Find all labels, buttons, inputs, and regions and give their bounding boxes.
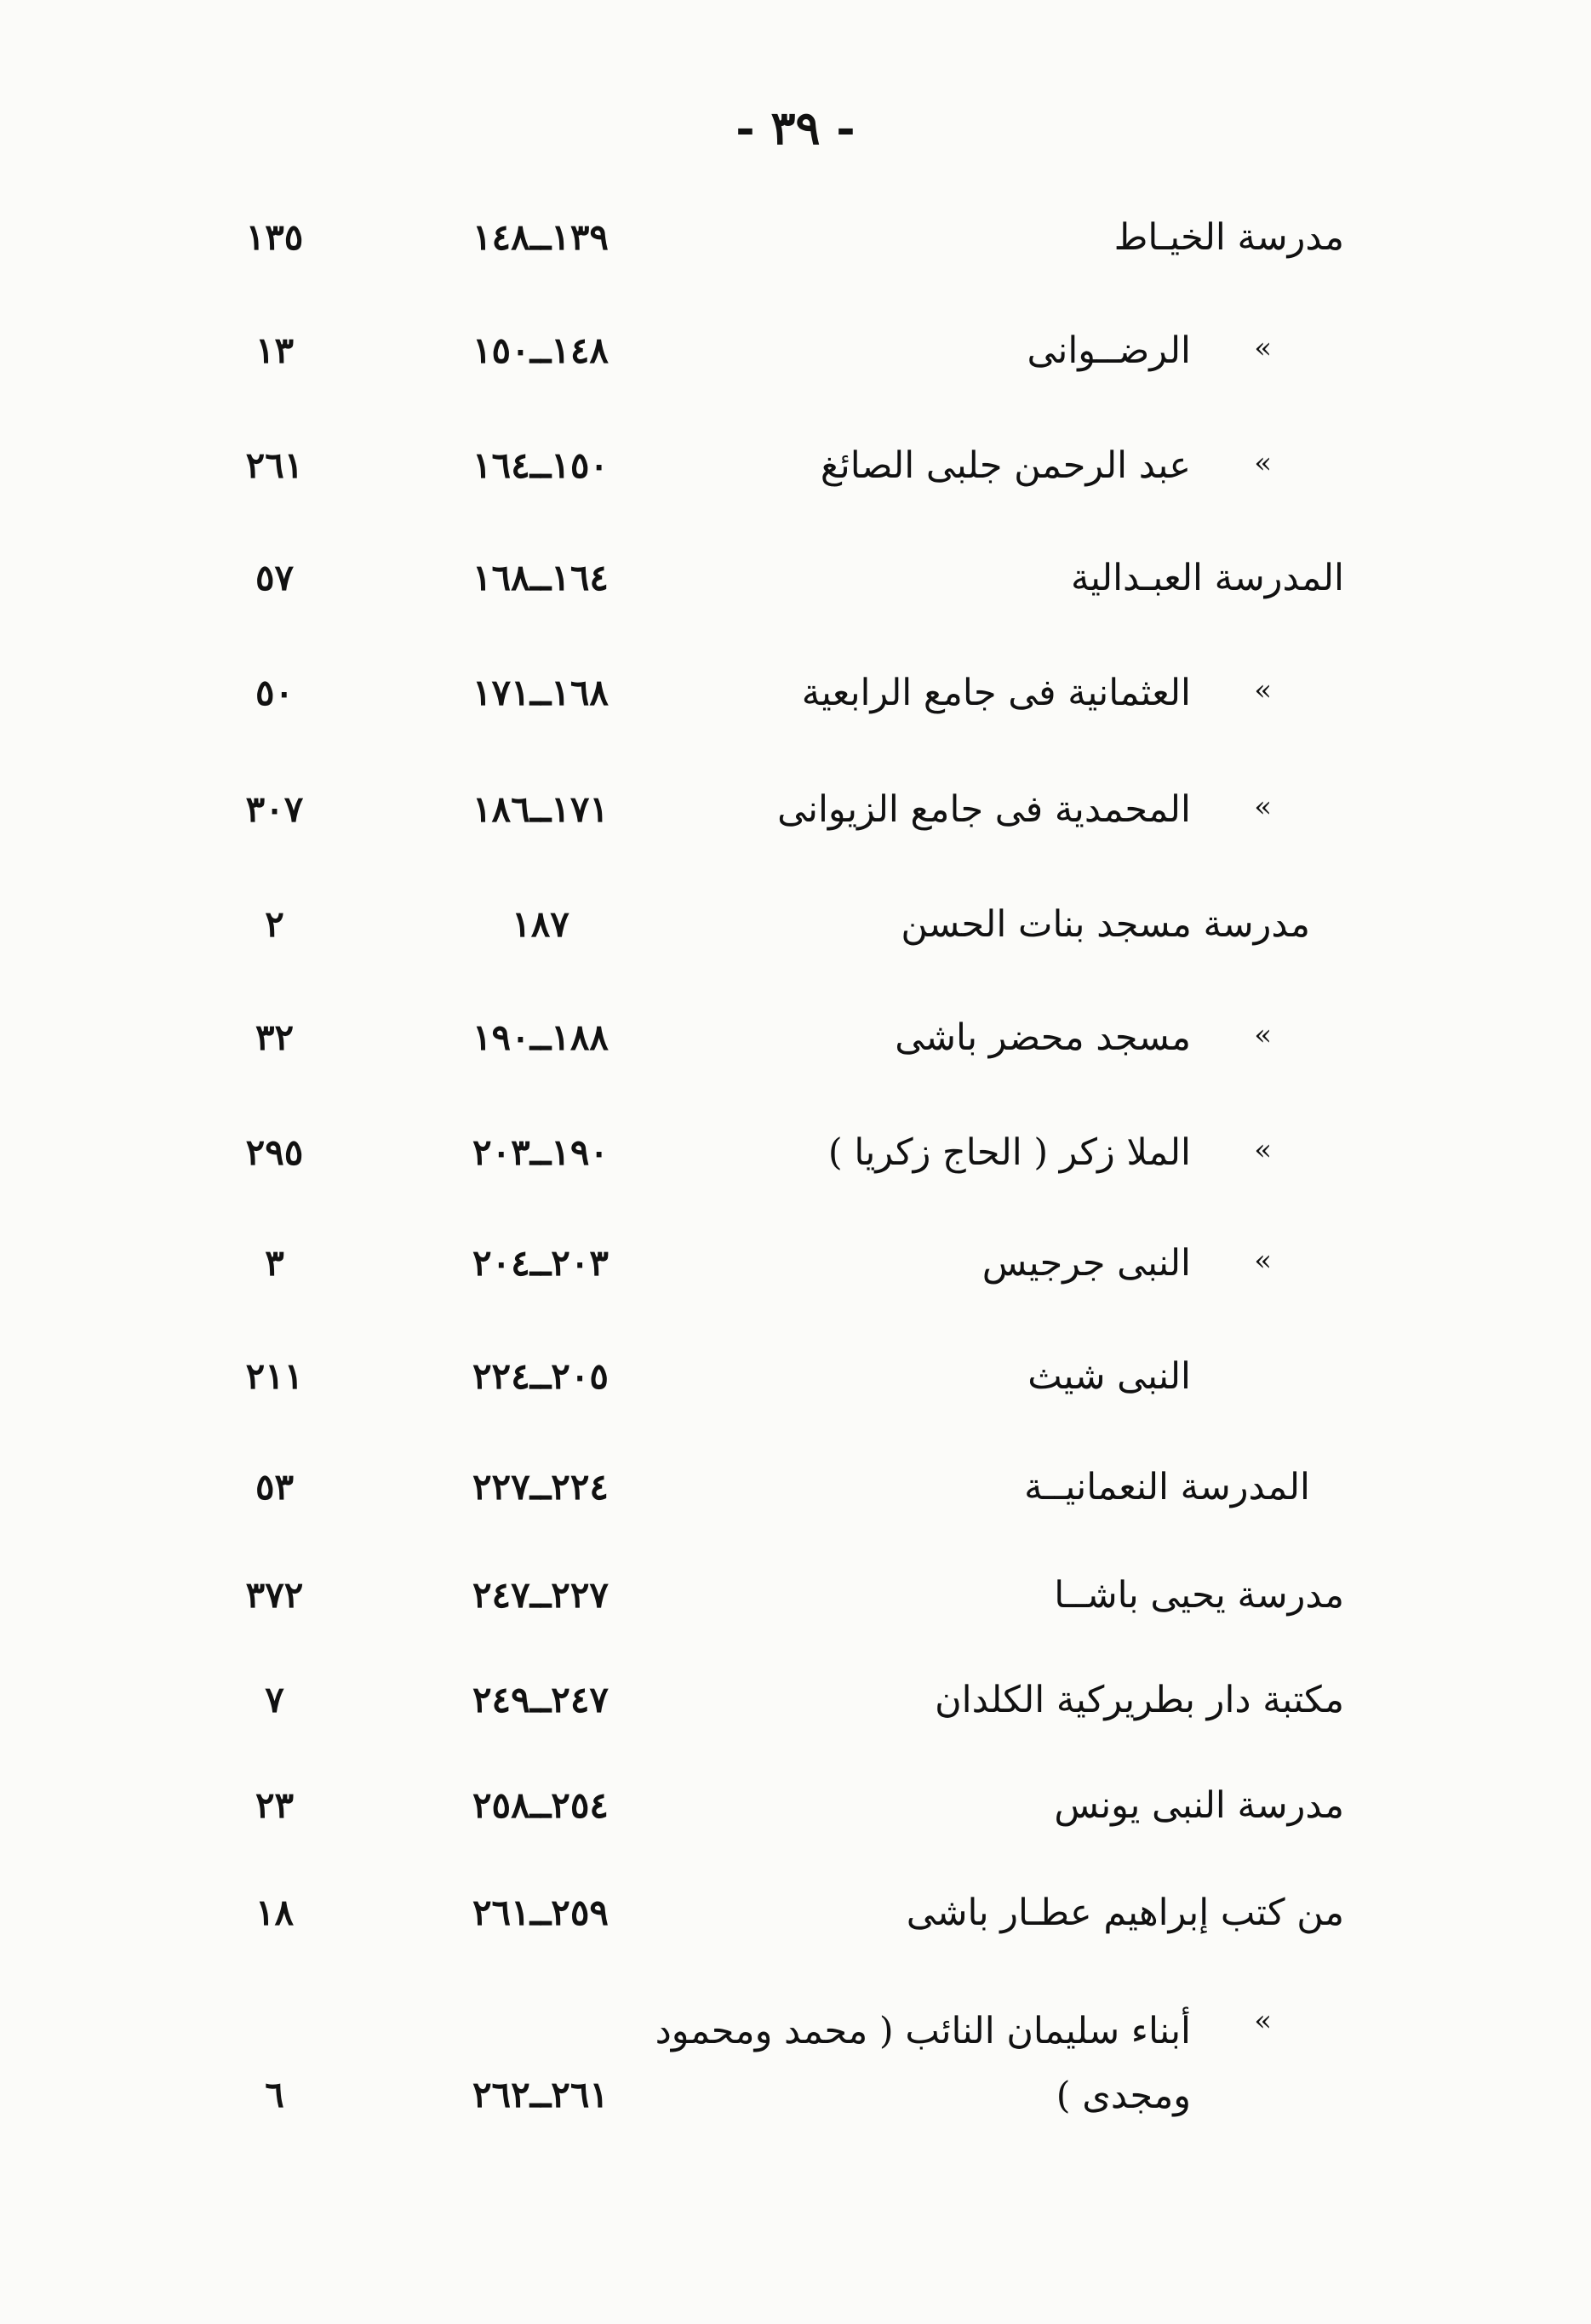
ditto-mark: »	[1254, 2004, 1272, 2038]
entry-title: مدرسة مسجد بنات الحسن	[901, 903, 1310, 946]
entry-title: الرضــوانى	[1027, 329, 1191, 372]
page-range: ١٦٨ــ١٧١	[472, 672, 609, 713]
list-item	[0, 213, 1591, 289]
entry-title: مدرسة الخيـاط	[1113, 216, 1344, 259]
entry-title: النبى شيث	[1027, 1355, 1191, 1398]
entry-title: العثمانية فى جامع الرابعية	[801, 672, 1191, 714]
item-count: ٣٠٧	[245, 788, 304, 830]
page-range: ١٨٧	[512, 903, 569, 945]
ditto-mark: »	[1254, 1244, 1272, 1278]
page-range: ٢٥٩ــ٢٦١	[472, 1892, 609, 1933]
page-range: ٢٥٤ــ٢٥٨	[472, 1784, 609, 1826]
ditto-mark: »	[1254, 1133, 1272, 1167]
page-range: ١٣٩ــ١٤٨	[472, 216, 609, 258]
page-range: ٢٦١ــ٢٦٢	[472, 2074, 609, 2115]
entry-title: المدرسة العبـدالية	[1070, 557, 1344, 599]
page-range: ٢٠٥ــ٢٢٤	[472, 1355, 609, 1397]
list-item	[0, 1239, 1591, 1315]
page-range: ٢٤٧ــ٢٤٩	[472, 1679, 609, 1720]
list-item	[0, 1571, 1591, 1647]
entry-title: المحمدية فى جامع الزيوانى	[777, 788, 1191, 831]
item-count: ٢٦١	[245, 444, 304, 486]
entry-title: الملا زكر ( الحاج زكريا )	[827, 1131, 1191, 1174]
item-count: ٥٣	[255, 1466, 295, 1508]
ditto-mark: »	[1254, 331, 1272, 365]
entry-title: من كتب إبراهيم عطـار باشى	[906, 1892, 1344, 1934]
list-item	[0, 1999, 1591, 2144]
page-number: - ٣٩ -	[735, 100, 856, 155]
page-range: ٢٢٤ــ٢٢٧	[472, 1466, 609, 1508]
ditto-mark: »	[1254, 673, 1272, 707]
ditto-mark: »	[1254, 446, 1272, 480]
list-item	[0, 553, 1591, 630]
item-count: ٢	[265, 903, 284, 945]
item-count: ٥٧	[255, 557, 295, 598]
item-count: ٣٧٢	[245, 1574, 304, 1616]
list-item	[0, 1013, 1591, 1090]
list-item	[0, 1888, 1591, 1965]
entry-title: مدرسة يحيى باشــا	[1054, 1574, 1344, 1617]
list-item	[0, 1352, 1591, 1428]
entry-title: النبى جرجيس	[981, 1242, 1191, 1285]
list-item	[0, 326, 1591, 403]
item-count: ٣٢	[255, 1016, 295, 1058]
item-count: ١٣٥	[245, 216, 304, 258]
page-range: ٢٢٧ــ٢٤٧	[472, 1574, 609, 1616]
ditto-mark: »	[1254, 790, 1272, 824]
list-item	[0, 1463, 1591, 1539]
page-range: ١٨٨ــ١٩٠	[472, 1016, 609, 1058]
page-range: ٢٠٣ــ٢٠٤	[472, 1242, 609, 1284]
page-range: ١٥٠ــ١٦٤	[472, 444, 609, 486]
item-count: ٣	[265, 1242, 284, 1284]
ditto-mark: »	[1254, 1018, 1272, 1052]
entry-title: مدرسة النبى يونس	[1054, 1784, 1344, 1827]
item-count: ٢١١	[245, 1355, 304, 1397]
entry-title: المدرسة النعمانيــة	[1024, 1466, 1310, 1508]
list-item	[0, 785, 1591, 861]
item-count: ٢٩٥	[245, 1131, 304, 1173]
list-item	[0, 900, 1591, 976]
list-item	[0, 441, 1591, 518]
item-count: ٧	[265, 1679, 284, 1720]
list-item	[0, 1128, 1591, 1205]
page-range: ١٧١ــ١٨٦	[472, 788, 609, 830]
item-count: ٦	[265, 2074, 284, 2115]
page-range: ١٦٤ــ١٦٨	[472, 557, 609, 598]
entry-title: أبناء سليمان النائب ( محمد ومحمود ومجدى )	[655, 2010, 1191, 2117]
entry-title: مكتبة دار بطريركية الكلدان	[935, 1679, 1344, 1721]
entry-title: عبد الرحمن جلبى الصائغ	[820, 444, 1191, 487]
entry-title: مسجد محضر باشى	[895, 1016, 1191, 1059]
list-item	[0, 1781, 1591, 1857]
item-count: ٢٣	[255, 1784, 295, 1826]
item-count: ٥٠	[255, 672, 295, 713]
list-item	[0, 1675, 1591, 1752]
list-item	[0, 668, 1591, 745]
page-range: ١٩٠ــ٢٠٣	[472, 1131, 609, 1173]
item-count: ١٣	[255, 329, 295, 371]
page-range: ١٤٨ــ١٥٠	[472, 329, 609, 371]
item-count: ١٨	[255, 1892, 295, 1933]
